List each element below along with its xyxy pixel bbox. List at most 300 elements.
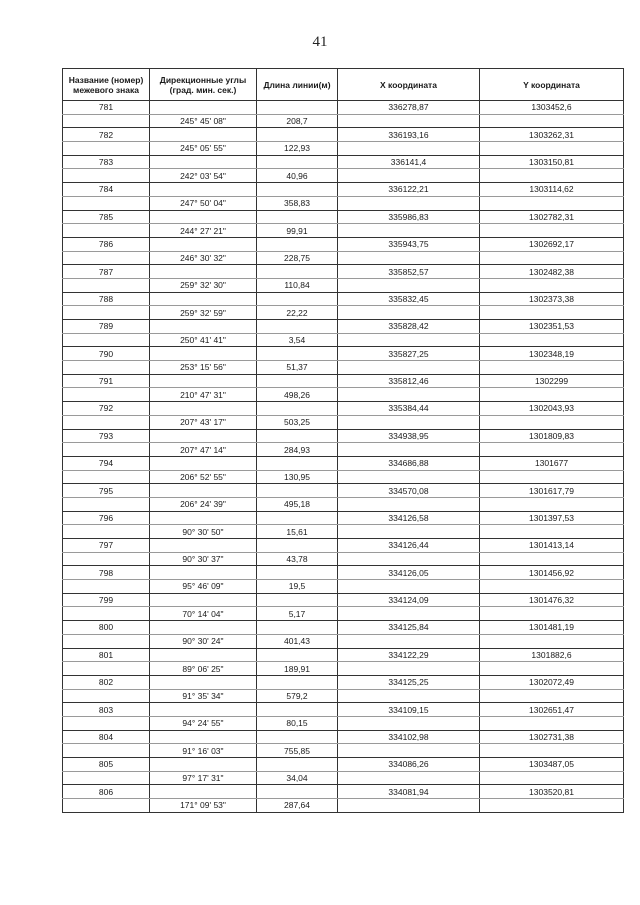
- direction-angle-cell: 90° 30' 37": [150, 552, 257, 566]
- direction-angle-cell: 206° 24' 39": [150, 497, 257, 511]
- direction-angle-cell: 259° 32' 59": [150, 306, 257, 320]
- direction-angle-cell: [150, 155, 257, 169]
- line-length-cell: 495,18: [257, 497, 338, 511]
- y-coordinate-cell: [480, 771, 624, 785]
- table-row: [63, 224, 624, 238]
- direction-angle-cell: [150, 648, 257, 662]
- direction-angle-cell: [150, 402, 257, 416]
- table-row: [63, 758, 624, 772]
- y-coordinate-cell: [480, 278, 624, 292]
- mark-name-cell: [63, 470, 150, 484]
- x-coordinate-cell: 335986,83: [338, 210, 480, 224]
- line-length-cell: [257, 374, 338, 388]
- direction-angle-cell: 89° 06' 25": [150, 662, 257, 676]
- x-coordinate-cell: [338, 607, 480, 621]
- direction-angle-cell: [150, 758, 257, 772]
- line-length-cell: 80,15: [257, 716, 338, 730]
- y-coordinate-cell: [480, 716, 624, 730]
- mark-name-cell: [63, 689, 150, 703]
- y-coordinate-cell: [480, 114, 624, 128]
- direction-angle-cell: 94° 24' 55": [150, 716, 257, 730]
- mark-name-cell: [63, 497, 150, 511]
- x-coordinate-cell: [338, 689, 480, 703]
- y-coordinate-cell: [480, 470, 624, 484]
- mark-name-cell: [63, 744, 150, 758]
- line-length-cell: [257, 621, 338, 635]
- x-coordinate-cell: 336141,4: [338, 155, 480, 169]
- mark-name-cell: 784: [63, 183, 150, 197]
- mark-name-cell: [63, 388, 150, 402]
- table-row: [63, 607, 624, 621]
- direction-angle-cell: 95° 46' 09": [150, 580, 257, 594]
- direction-angle-cell: 259° 32' 30": [150, 278, 257, 292]
- x-coordinate-cell: [338, 278, 480, 292]
- direction-angle-cell: [150, 101, 257, 115]
- direction-angle-cell: [150, 785, 257, 799]
- y-coordinate-cell: 1303520,81: [480, 785, 624, 799]
- mark-name-cell: 801: [63, 648, 150, 662]
- table-body: [63, 101, 624, 813]
- mark-name-cell: [63, 607, 150, 621]
- x-coordinate-cell: 334126,44: [338, 539, 480, 553]
- table-row: [63, 251, 624, 265]
- y-coordinate-cell: [480, 443, 624, 457]
- y-coordinate-cell: 1303452,6: [480, 101, 624, 115]
- y-coordinate-cell: 1302348,19: [480, 347, 624, 361]
- table-row: [63, 511, 624, 525]
- x-coordinate-cell: [338, 634, 480, 648]
- y-coordinate-cell: [480, 744, 624, 758]
- line-length-cell: [257, 785, 338, 799]
- direction-angle-cell: [150, 374, 257, 388]
- direction-angle-cell: 244° 27' 21": [150, 224, 257, 238]
- mark-name-cell: 792: [63, 402, 150, 416]
- mark-name-cell: 800: [63, 621, 150, 635]
- direction-angle-cell: 91° 35' 34": [150, 689, 257, 703]
- x-coordinate-cell: [338, 552, 480, 566]
- line-length-cell: 579,2: [257, 689, 338, 703]
- table-row: [63, 566, 624, 580]
- y-coordinate-cell: 1301882,6: [480, 648, 624, 662]
- table-row: [63, 580, 624, 594]
- direction-angle-cell: 242° 03' 54": [150, 169, 257, 183]
- table-row: [63, 771, 624, 785]
- line-length-cell: 110,84: [257, 278, 338, 292]
- mark-name-cell: [63, 169, 150, 183]
- y-coordinate-cell: 1302299: [480, 374, 624, 388]
- table-row: [63, 456, 624, 470]
- line-length-cell: 51,37: [257, 361, 338, 375]
- y-coordinate-cell: 1302373,38: [480, 292, 624, 306]
- line-length-cell: 19,5: [257, 580, 338, 594]
- line-length-cell: [257, 539, 338, 553]
- x-coordinate-cell: 334124,09: [338, 593, 480, 607]
- direction-angle-cell: 70° 14' 04": [150, 607, 257, 621]
- table-row: [63, 169, 624, 183]
- line-length-cell: [257, 593, 338, 607]
- mark-name-cell: [63, 634, 150, 648]
- x-coordinate-cell: 336278,87: [338, 101, 480, 115]
- y-coordinate-cell: 1302651,47: [480, 703, 624, 717]
- direction-angle-cell: [150, 237, 257, 251]
- line-length-cell: [257, 347, 338, 361]
- x-coordinate-cell: [338, 224, 480, 238]
- table-row: [63, 648, 624, 662]
- mark-name-cell: 790: [63, 347, 150, 361]
- x-coordinate-cell: [338, 142, 480, 156]
- line-length-cell: 755,85: [257, 744, 338, 758]
- x-coordinate-cell: 335852,57: [338, 265, 480, 279]
- mark-name-cell: [63, 771, 150, 785]
- table-row: [63, 689, 624, 703]
- direction-angle-cell: 206° 52' 55": [150, 470, 257, 484]
- x-coordinate-cell: 335828,42: [338, 320, 480, 334]
- line-length-cell: 358,83: [257, 196, 338, 210]
- x-coordinate-cell: [338, 443, 480, 457]
- mark-name-cell: [63, 224, 150, 238]
- mark-name-cell: [63, 114, 150, 128]
- y-coordinate-cell: [480, 333, 624, 347]
- x-coordinate-cell: [338, 470, 480, 484]
- mark-name-cell: [63, 716, 150, 730]
- table-row: [63, 210, 624, 224]
- direction-angle-cell: [150, 703, 257, 717]
- mark-name-cell: 794: [63, 456, 150, 470]
- line-length-cell: [257, 703, 338, 717]
- table-row: [63, 593, 624, 607]
- y-coordinate-cell: [480, 361, 624, 375]
- direction-angle-cell: [150, 484, 257, 498]
- table-row: [63, 265, 624, 279]
- table-row: [63, 361, 624, 375]
- mark-name-cell: 804: [63, 730, 150, 744]
- line-length-cell: 15,61: [257, 525, 338, 539]
- mark-name-cell: [63, 525, 150, 539]
- direction-angle-cell: 245° 05' 55": [150, 142, 257, 156]
- direction-angle-cell: [150, 265, 257, 279]
- mark-name-cell: 802: [63, 675, 150, 689]
- table-row: [63, 429, 624, 443]
- y-coordinate-cell: [480, 142, 624, 156]
- x-coordinate-cell: 335832,45: [338, 292, 480, 306]
- x-coordinate-cell: [338, 799, 480, 813]
- x-coordinate-cell: 335812,46: [338, 374, 480, 388]
- table-row: [63, 716, 624, 730]
- mark-name-cell: 806: [63, 785, 150, 799]
- table-row: [63, 662, 624, 676]
- x-coordinate-cell: 335384,44: [338, 402, 480, 416]
- mark-name-cell: 786: [63, 237, 150, 251]
- line-length-cell: [257, 402, 338, 416]
- mark-name-cell: [63, 306, 150, 320]
- header-line-length: Длина линии(м): [257, 69, 338, 101]
- x-coordinate-cell: 335827,25: [338, 347, 480, 361]
- header-mark-name: Название (номер) межевого знака: [63, 69, 150, 101]
- mark-name-cell: 797: [63, 539, 150, 553]
- y-coordinate-cell: [480, 552, 624, 566]
- mark-name-cell: [63, 251, 150, 265]
- direction-angle-cell: [150, 210, 257, 224]
- y-coordinate-cell: [480, 388, 624, 402]
- y-coordinate-cell: [480, 799, 624, 813]
- table-row: [63, 675, 624, 689]
- direction-angle-cell: 207° 47' 14": [150, 443, 257, 457]
- y-coordinate-cell: 1301677: [480, 456, 624, 470]
- x-coordinate-cell: [338, 525, 480, 539]
- line-length-cell: [257, 429, 338, 443]
- x-coordinate-cell: [338, 716, 480, 730]
- line-length-cell: [257, 511, 338, 525]
- line-length-cell: 228,75: [257, 251, 338, 265]
- x-coordinate-cell: 334125,84: [338, 621, 480, 635]
- line-length-cell: 34,04: [257, 771, 338, 785]
- direction-angle-cell: [150, 593, 257, 607]
- direction-angle-cell: [150, 183, 257, 197]
- direction-angle-cell: 207° 43' 17": [150, 415, 257, 429]
- direction-angle-cell: [150, 320, 257, 334]
- page-number: 41: [312, 34, 328, 50]
- y-coordinate-cell: 1301481,19: [480, 621, 624, 635]
- mark-name-cell: [63, 799, 150, 813]
- mark-name-cell: [63, 415, 150, 429]
- x-coordinate-cell: [338, 415, 480, 429]
- line-length-cell: 130,95: [257, 470, 338, 484]
- direction-angle-cell: 97° 17' 31": [150, 771, 257, 785]
- mark-name-cell: 781: [63, 101, 150, 115]
- line-length-cell: 43,78: [257, 552, 338, 566]
- y-coordinate-cell: [480, 525, 624, 539]
- line-length-cell: [257, 566, 338, 580]
- mark-name-cell: 788: [63, 292, 150, 306]
- mark-name-cell: 787: [63, 265, 150, 279]
- table-header-row: [63, 69, 624, 101]
- direction-angle-cell: [150, 675, 257, 689]
- direction-angle-cell: 90° 30' 50": [150, 525, 257, 539]
- line-length-cell: 99,91: [257, 224, 338, 238]
- direction-angle-cell: [150, 621, 257, 635]
- y-coordinate-cell: [480, 224, 624, 238]
- direction-angle-cell: [150, 456, 257, 470]
- y-coordinate-cell: [480, 306, 624, 320]
- direction-angle-cell: [150, 511, 257, 525]
- table-row: [63, 525, 624, 539]
- table-row: [63, 278, 624, 292]
- x-coordinate-cell: 334081,94: [338, 785, 480, 799]
- y-coordinate-cell: 1302782,31: [480, 210, 624, 224]
- line-length-cell: 498,26: [257, 388, 338, 402]
- mark-name-cell: 798: [63, 566, 150, 580]
- mark-name-cell: 789: [63, 320, 150, 334]
- x-coordinate-cell: 334570,08: [338, 484, 480, 498]
- table-row: [63, 785, 624, 799]
- mark-name-cell: [63, 142, 150, 156]
- header-direction-angle: Дирекционные углы (град. мин. сек.): [150, 69, 257, 101]
- line-length-cell: [257, 730, 338, 744]
- y-coordinate-cell: 1303150,81: [480, 155, 624, 169]
- line-length-cell: [257, 320, 338, 334]
- mark-name-cell: [63, 333, 150, 347]
- line-length-cell: [257, 101, 338, 115]
- mark-name-cell: [63, 278, 150, 292]
- table-row: [63, 347, 624, 361]
- table-row: [63, 155, 624, 169]
- y-coordinate-cell: 1302692,17: [480, 237, 624, 251]
- table-row: [63, 320, 624, 334]
- line-length-cell: 401,43: [257, 634, 338, 648]
- direction-angle-cell: [150, 347, 257, 361]
- line-length-cell: 503,25: [257, 415, 338, 429]
- table-row: [63, 634, 624, 648]
- direction-angle-cell: [150, 566, 257, 580]
- direction-angle-cell: [150, 429, 257, 443]
- line-length-cell: [257, 265, 338, 279]
- mark-name-cell: 795: [63, 484, 150, 498]
- x-coordinate-cell: 334126,05: [338, 566, 480, 580]
- table-row: [63, 306, 624, 320]
- table-row: [63, 333, 624, 347]
- mark-name-cell: 783: [63, 155, 150, 169]
- x-coordinate-cell: 334102,98: [338, 730, 480, 744]
- line-length-cell: 208,7: [257, 114, 338, 128]
- line-length-cell: [257, 237, 338, 251]
- mark-name-cell: 796: [63, 511, 150, 525]
- x-coordinate-cell: 334686,88: [338, 456, 480, 470]
- x-coordinate-cell: [338, 744, 480, 758]
- y-coordinate-cell: 1301397,53: [480, 511, 624, 525]
- table-row: [63, 497, 624, 511]
- table-row: [63, 730, 624, 744]
- table-row: [63, 237, 624, 251]
- boundary-marks-table: [62, 68, 624, 813]
- direction-angle-cell: 250° 41' 41": [150, 333, 257, 347]
- y-coordinate-cell: [480, 580, 624, 594]
- y-coordinate-cell: [480, 196, 624, 210]
- header-y-coordinate: Y координата: [480, 69, 624, 101]
- mark-name-cell: 785: [63, 210, 150, 224]
- direction-angle-cell: [150, 128, 257, 142]
- x-coordinate-cell: [338, 771, 480, 785]
- y-coordinate-cell: [480, 689, 624, 703]
- table-row: [63, 703, 624, 717]
- direction-angle-cell: 253° 15' 56": [150, 361, 257, 375]
- y-coordinate-cell: 1302731,38: [480, 730, 624, 744]
- line-length-cell: [257, 456, 338, 470]
- direction-angle-cell: 246° 30' 32": [150, 251, 257, 265]
- x-coordinate-cell: [338, 361, 480, 375]
- y-coordinate-cell: 1302072,49: [480, 675, 624, 689]
- x-coordinate-cell: 334086,26: [338, 758, 480, 772]
- y-coordinate-cell: 1301413,14: [480, 539, 624, 553]
- x-coordinate-cell: [338, 114, 480, 128]
- mark-name-cell: [63, 443, 150, 457]
- header-x-coordinate: X координата: [338, 69, 480, 101]
- y-coordinate-cell: [480, 251, 624, 265]
- x-coordinate-cell: [338, 662, 480, 676]
- table-row: [63, 196, 624, 210]
- direction-angle-cell: 247° 50' 04": [150, 196, 257, 210]
- line-length-cell: 22,22: [257, 306, 338, 320]
- line-length-cell: [257, 648, 338, 662]
- direction-angle-cell: [150, 730, 257, 744]
- line-length-cell: 3,54: [257, 333, 338, 347]
- y-coordinate-cell: 1301809,83: [480, 429, 624, 443]
- direction-angle-cell: 90° 30' 24": [150, 634, 257, 648]
- table-row: [63, 443, 624, 457]
- table-row: [63, 374, 624, 388]
- y-coordinate-cell: 1303114,62: [480, 183, 624, 197]
- y-coordinate-cell: 1302043,93: [480, 402, 624, 416]
- table-row: [63, 539, 624, 553]
- line-length-cell: 122,93: [257, 142, 338, 156]
- line-length-cell: [257, 183, 338, 197]
- table-row: [63, 744, 624, 758]
- x-coordinate-cell: [338, 388, 480, 402]
- table-row: [63, 402, 624, 416]
- direction-angle-cell: 171° 09' 53": [150, 799, 257, 813]
- mark-name-cell: 803: [63, 703, 150, 717]
- mark-name-cell: 805: [63, 758, 150, 772]
- y-coordinate-cell: [480, 415, 624, 429]
- x-coordinate-cell: 334938,95: [338, 429, 480, 443]
- line-length-cell: [257, 128, 338, 142]
- y-coordinate-cell: 1303262,31: [480, 128, 624, 142]
- x-coordinate-cell: [338, 251, 480, 265]
- mark-name-cell: [63, 552, 150, 566]
- line-length-cell: [257, 675, 338, 689]
- x-coordinate-cell: [338, 497, 480, 511]
- table-row: [63, 114, 624, 128]
- x-coordinate-cell: 334125,25: [338, 675, 480, 689]
- y-coordinate-cell: 1303487,05: [480, 758, 624, 772]
- direction-angle-cell: 91° 16' 03": [150, 744, 257, 758]
- line-length-cell: [257, 484, 338, 498]
- x-coordinate-cell: [338, 169, 480, 183]
- y-coordinate-cell: 1302482,38: [480, 265, 624, 279]
- table-row: [63, 128, 624, 142]
- table-row: [63, 799, 624, 813]
- line-length-cell: [257, 292, 338, 306]
- y-coordinate-cell: [480, 497, 624, 511]
- x-coordinate-cell: 334122,29: [338, 648, 480, 662]
- mark-name-cell: 791: [63, 374, 150, 388]
- y-coordinate-cell: 1301476,32: [480, 593, 624, 607]
- table-row: [63, 484, 624, 498]
- mark-name-cell: [63, 580, 150, 594]
- line-length-cell: [257, 758, 338, 772]
- direction-angle-cell: 210° 47' 31": [150, 388, 257, 402]
- mark-name-cell: 799: [63, 593, 150, 607]
- direction-angle-cell: [150, 292, 257, 306]
- x-coordinate-cell: 334109,15: [338, 703, 480, 717]
- table-row: [63, 101, 624, 115]
- table-row: [63, 621, 624, 635]
- table-row: [63, 183, 624, 197]
- table-row: [63, 415, 624, 429]
- table-row: [63, 292, 624, 306]
- line-length-cell: 284,93: [257, 443, 338, 457]
- line-length-cell: [257, 155, 338, 169]
- line-length-cell: 5,17: [257, 607, 338, 621]
- table-row: [63, 142, 624, 156]
- line-length-cell: [257, 210, 338, 224]
- line-length-cell: 189,91: [257, 662, 338, 676]
- y-coordinate-cell: 1301617,79: [480, 484, 624, 498]
- direction-angle-cell: [150, 539, 257, 553]
- line-length-cell: 287,64: [257, 799, 338, 813]
- direction-angle-cell: 245° 45' 08": [150, 114, 257, 128]
- y-coordinate-cell: [480, 607, 624, 621]
- x-coordinate-cell: [338, 306, 480, 320]
